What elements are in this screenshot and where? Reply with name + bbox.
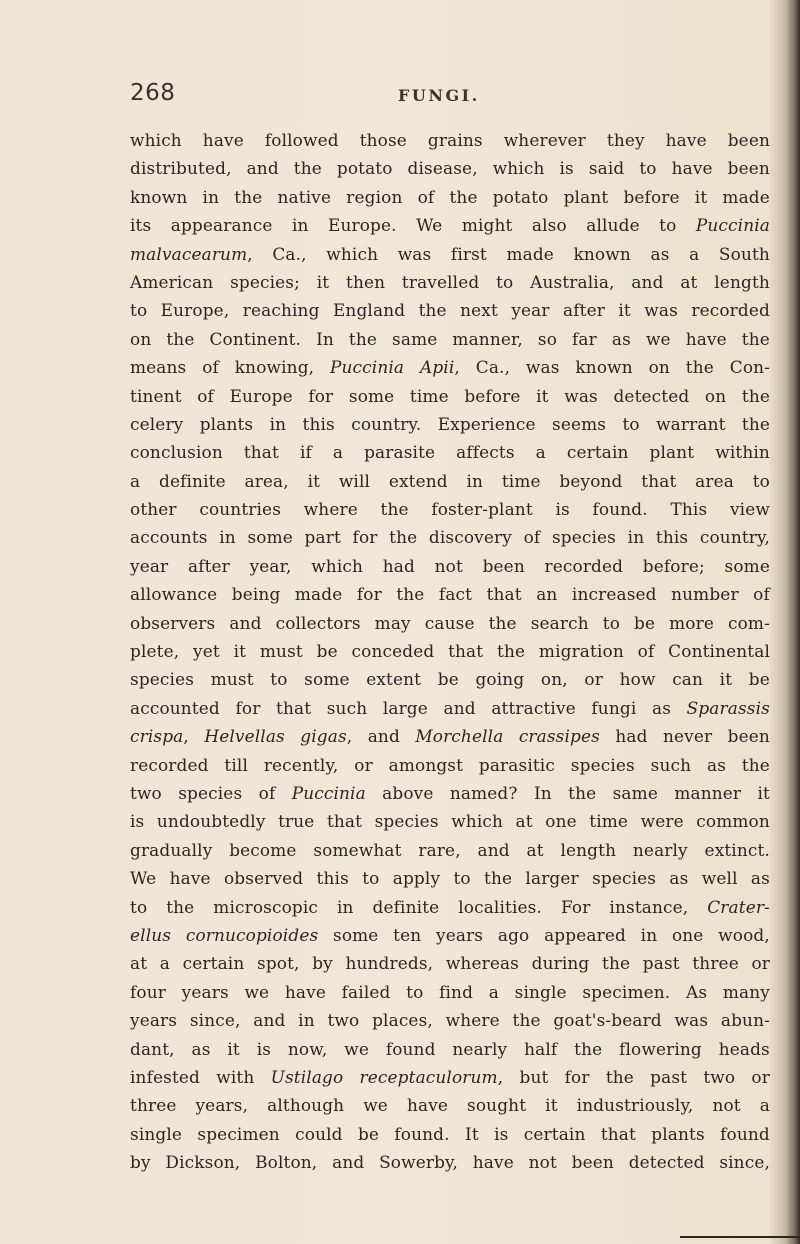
page-header [130,80,770,110]
text-line: two species of Puccinia above named? In the same manner it [130,782,770,803]
text-line: three years, although we have sought it industriously, not a [130,1095,770,1116]
text-line: infested with Ustilago receptaculorum, but for the past two or [130,1066,770,1087]
text-line: on the Continent. In the same manner, so far as we have the [130,328,770,349]
running-head: FUNGI. [398,86,480,105]
text-line: single specimen could be found. It is certain that plants found [130,1123,770,1144]
text-line: accounted for that such large and attractive fungi as Sparassis [130,697,770,718]
text-line: means of knowing, Puccinia Apii, Ca., was known on the Con- [130,357,771,378]
text-line: malvacearum, Ca., which was first made known as a South [130,243,770,264]
text-line: species must to some extent be going on, or how can it be [130,669,770,690]
text-line: by Dickson, Bolton, and Sowerby, have not been detected since, [130,1152,770,1173]
text-line: tinent of Europe for some time before it was detected on the [130,385,770,406]
text-line: allowance being made for the fact that an increased number of [130,584,770,605]
text-line: known in the native region of the potato plant before it made [130,186,770,207]
text-line: dant, as it is now, we found nearly half the flowering heads [130,1038,770,1059]
body-text [130,126,770,1176]
text-line: crispa, Helvellas gigas, and Morchella crassipes had never been [130,726,770,747]
text-line: ellus cornucopioides some ten years ago appeared in one wood, [130,924,770,945]
text-line: conclusion that if a parasite affects a certain plant within [130,442,770,463]
text-line: a definite area, it will extend in time beyond that area to [130,470,770,491]
text-line: distributed, and the potato disease, which is said to have been [130,158,770,179]
page-edge-shadow [786,0,800,1244]
text-line: is undoubtedly true that species which at one time were common [130,811,770,832]
text-line: celery plants in this country. Experience seems to warrant the [130,413,771,434]
page-bottom-rule [680,1236,800,1238]
text-line: recorded till recently, or amongst parasitic species such as the [130,754,770,775]
text-line: accounts in some part for the discovery of species in this country, [130,527,770,548]
text-line: at a certain spot, by hundreds, whereas during the past three or [130,953,771,974]
text-line: which have followed those grains wherever they have been [130,130,771,150]
text-line: year after year, which had not been recorded before; some [130,555,770,576]
text-line: to the microscopic in definite localities. For instance, Crater- [130,896,770,917]
text-line: American species; it then travelled to Australia, and at length [130,271,770,292]
text-line: years since, and in two places, where the goat's-beard was abun- [130,1010,770,1031]
text-line: We have observed this to apply to the larger species as well as [130,868,770,889]
text-line: four years we have failed to find a single specimen. As many [130,981,770,1002]
text-line: observers and collectors may cause the search to be more com- [130,612,770,633]
page-number: 268 [130,80,176,106]
text-line: plete, yet it must be conceded that the migration of Continental [130,641,770,662]
text-line: gradually become somewhat rare, and at length nearly extinct. [130,839,770,860]
text-line: its appearance in Europe. We might also allude to Puccinia [130,215,770,236]
text-line: to Europe, reaching England the next year after it was recorded [130,300,770,321]
text-line: other countries where the foster-plant is found. This view [130,499,770,520]
